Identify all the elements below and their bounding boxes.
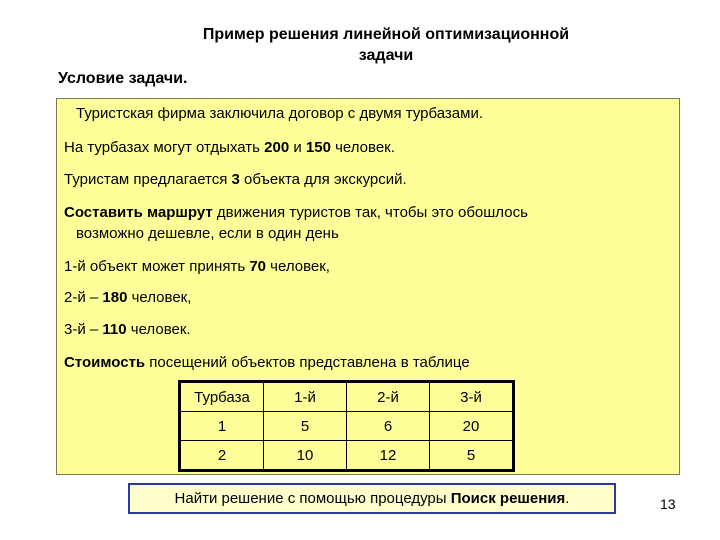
- table-header-cell: 3-й: [430, 382, 514, 412]
- paragraph-objects: Туристам предлагается 3 объекта для экскурсий.: [64, 171, 407, 188]
- table-header-cell: 2-й: [347, 382, 430, 412]
- paragraph-object2: 2-й – 180 человек,: [64, 289, 192, 306]
- table-row: [180, 412, 514, 441]
- paragraph-object1: 1-й объект может принять 70 человек,: [64, 258, 330, 275]
- table-cell: 5: [264, 412, 347, 441]
- table-cell: 5: [430, 441, 514, 471]
- table-cell: 12: [347, 441, 430, 471]
- paragraph-object3: 3-й – 110 человек.: [64, 321, 191, 338]
- table-header-row: [180, 382, 514, 412]
- slide-title-line2: задачи: [358, 47, 414, 64]
- paragraph-route: Составить маршрут движения туристов так, чтобы это обошлось: [64, 204, 528, 221]
- condition-heading: Условие задачи.: [58, 70, 188, 87]
- table-cell: 2: [180, 441, 264, 471]
- slide-title: [170, 24, 602, 66]
- task-box: Найти решение с помощью процедуры Поиск решения.: [128, 483, 616, 514]
- paragraph-cost: Стоимость посещений объектов представлена в таблице: [64, 354, 470, 371]
- table-cell: 10: [264, 441, 347, 471]
- table-header-cell: Турбаза: [180, 382, 264, 412]
- table-cell: 6: [347, 412, 430, 441]
- table-header-cell: 1-й: [264, 382, 347, 412]
- paragraph-firm: Туристская фирма заключила договор с двумя турбазами.: [76, 105, 483, 122]
- cost-table: [178, 380, 515, 472]
- slide-title-line1: Пример решения линейной оптимизационной: [202, 26, 570, 43]
- slide-number: 13: [660, 496, 676, 512]
- table-cell: 20: [430, 412, 514, 441]
- paragraph-route-line2: возможно дешевле, если в один день: [76, 225, 339, 242]
- table-cell: 1: [180, 412, 264, 441]
- table-row: [180, 441, 514, 471]
- paragraph-capacity: На турбазах могут отдыхать 200 и 150 человек.: [64, 139, 395, 156]
